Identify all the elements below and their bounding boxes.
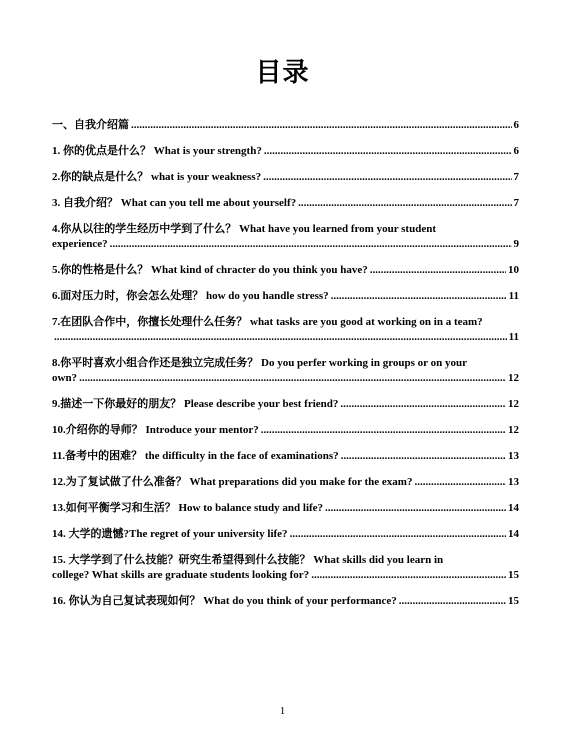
toc-entry-page: 12: [508, 372, 519, 384]
toc-entry[interactable]: [52, 553, 519, 583]
toc-entry[interactable]: [52, 397, 519, 412]
toc-entry-text: 9.描述一下你最好的朋友？ Please describe your best friend?: [52, 398, 339, 410]
toc-entry-page: 11: [508, 331, 519, 343]
dot-leader: [414, 475, 506, 490]
toc-entry-text-line1: 15. 大学学到了什么技能？研究生希望得到什么技能？ What skills did you learn in: [52, 554, 444, 566]
toc-entry-text: college? What skills are graduate students looking for?: [52, 569, 310, 581]
toc-entry-text: 13.如何平衡学习和生活？ How to balance study and life?: [52, 502, 324, 514]
toc-entry-page: 13: [508, 450, 519, 462]
toc-entry-page: 7: [513, 197, 519, 209]
toc-entry-text: 10.介绍你的导师？ Introduce your mentor?: [52, 424, 259, 436]
toc-entry-page: 12: [508, 398, 519, 410]
toc-entry[interactable]: [52, 475, 519, 490]
toc-entry[interactable]: [52, 263, 519, 278]
toc-entry-text: 12.为了复试做了什么准备？ What preparations did you make for the exam?: [52, 476, 413, 488]
toc-entry-text-line1: 7.在团队合作中，你擅长处理什么任务？ what tasks are you good at working on in a team?: [52, 316, 483, 328]
dot-leader: [261, 423, 506, 438]
toc-entry[interactable]: [52, 356, 519, 386]
toc-entry-text: 2.你的缺点是什么？ what is your weakness?: [52, 171, 262, 183]
toc-entry-text: 一、自我介绍篇: [52, 119, 129, 131]
toc-entry[interactable]: [52, 144, 519, 159]
page-number: 1: [279, 705, 286, 717]
toc-entry-text: 11.备考中的困难？ the difficulty in the face of examinations?: [52, 450, 339, 462]
toc-entry-page: 7: [513, 171, 519, 183]
toc-entry[interactable]: [52, 315, 519, 345]
toc-entry-text: experience?: [52, 238, 108, 250]
toc-entry-text: 14. 大学的遗憾?The regret of your university life?: [52, 528, 288, 540]
dot-leader: [131, 118, 512, 133]
dot-leader: [263, 170, 511, 185]
toc-entry[interactable]: [52, 196, 519, 211]
dot-leader: [325, 501, 506, 516]
toc-entry[interactable]: [52, 170, 519, 185]
toc-entry-page: 6: [513, 119, 519, 131]
toc-entry[interactable]: [52, 118, 519, 133]
dot-leader: [298, 196, 511, 211]
dot-leader: [79, 371, 506, 386]
dot-leader: [311, 568, 506, 583]
toc-entry-page: 10: [508, 264, 519, 276]
dot-leader: [340, 397, 506, 412]
toc-entry-text: 3. 自我介绍？ What can you tell me about yourself?: [52, 197, 297, 209]
toc-entry-text: 6.面对压力时，你会怎么处理？ how do you handle stress?: [52, 290, 329, 302]
table-of-contents: [52, 118, 519, 620]
dot-leader: [370, 263, 506, 278]
toc-title: 目录: [255, 58, 310, 88]
dot-leader: [54, 330, 507, 345]
toc-entry-text: 16. 你认为自己复试表现如何？ What do you think of your performance?: [52, 595, 397, 607]
dot-leader: [341, 449, 506, 464]
toc-entry-page: 6: [513, 145, 519, 157]
toc-entry-page: 13: [508, 476, 519, 488]
dot-leader: [110, 237, 512, 252]
toc-entry-text-line1: 4.你从以往的学生经历中学到了什么？ What have you learned from your student: [52, 223, 436, 235]
toc-entry-page: 14: [508, 528, 519, 540]
toc-entry-page: 14: [508, 502, 519, 514]
toc-entry-text: 1. 你的优点是什么？ What is your strength?: [52, 145, 262, 157]
dot-leader: [399, 594, 506, 609]
toc-entry-text: own?: [52, 372, 78, 384]
toc-entry[interactable]: [52, 594, 519, 609]
toc-entry-text: 5.你的性格是什么？ What kind of chracter do you think you have?: [52, 264, 368, 276]
dot-leader: [290, 527, 506, 542]
toc-entry-page: 12: [508, 424, 519, 436]
toc-entry[interactable]: [52, 423, 519, 438]
toc-entry[interactable]: [52, 501, 519, 516]
toc-entry-text-line1: 8.你平时喜欢小组合作还是独立完成任务？ Do you perfer working in groups or on your: [52, 357, 467, 369]
dot-leader: [264, 144, 512, 159]
toc-entry[interactable]: [52, 527, 519, 542]
toc-entry[interactable]: [52, 222, 519, 252]
toc-entry-page: 15: [508, 595, 519, 607]
toc-entry-page: 11: [508, 290, 519, 302]
dot-leader: [331, 289, 507, 304]
toc-entry[interactable]: [52, 289, 519, 304]
toc-entry[interactable]: [52, 449, 519, 464]
toc-entry-page: 9: [513, 238, 519, 250]
toc-entry-page: 15: [508, 569, 519, 581]
